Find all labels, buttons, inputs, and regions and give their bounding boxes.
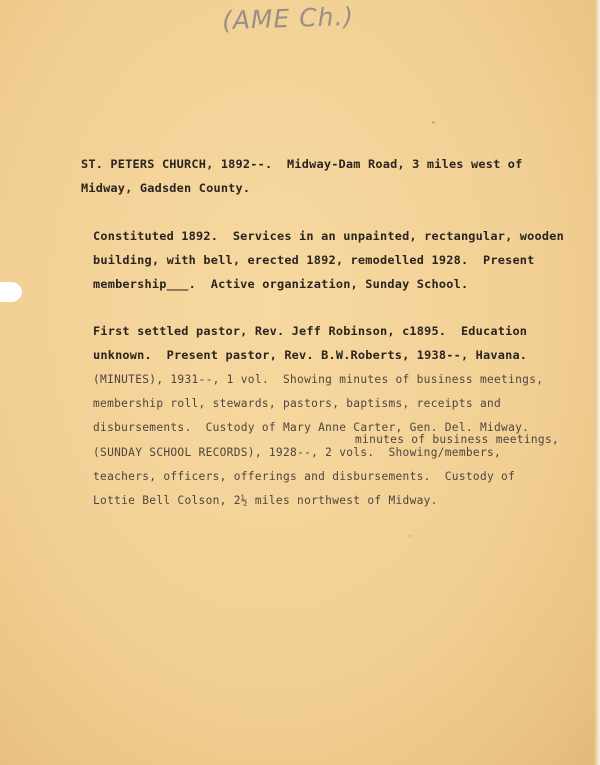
sunday-school-record-line-1: (SUNDAY SCHOOL RECORDS), 1928--, 2 vols. Showing/members, — [93, 446, 502, 459]
handwritten-annotation: (AME Ch.) — [221, 1, 355, 36]
punch-hole — [0, 282, 22, 302]
sunday-school-record-line-3: Lottie Bell Colson, 2½ miles northwest of Midway. — [93, 494, 438, 507]
church-heading-line-2: Midway, Gadsden County. — [81, 181, 251, 195]
ink-spot — [432, 121, 435, 124]
constituted-line-3: membership___. Active organization, Sunday School. — [93, 277, 469, 291]
constituted-line-1: Constituted 1892. Services in an unpainted, rectangular, wooden — [93, 229, 564, 243]
pastor-line-2: unknown. Present pastor, Rev. B.W.Roberts, 1938--, Havana. — [93, 348, 528, 362]
constituted-line-2: building, with bell, erected 1892, remodelled 1928. Present — [93, 253, 535, 267]
minutes-record-line-1: (MINUTES), 1931--, 1 vol. Showing minutes of business meetings, — [93, 373, 544, 386]
pastor-line-1: First settled pastor, Rev. Jeff Robinson, c1895. Education — [93, 324, 528, 338]
ink-spot — [409, 535, 411, 537]
church-heading-line-1: ST. PETERS CHURCH, 1892--. Midway-Dam Road, 3 miles west of — [81, 157, 523, 171]
minutes-record-line-2: membership roll, stewards, pastors, baptisms, receipts and — [93, 397, 502, 410]
typed-insertion: minutes of business meetings, — [355, 433, 560, 446]
sunday-school-record-line-2: teachers, officers, offerings and disbursements. Custody of — [93, 470, 516, 483]
paper-edge — [594, 0, 600, 765]
minutes-record-line-3: disbursements. Custody of Mary Anne Carter, Gen. Del. Midway. — [93, 421, 530, 434]
